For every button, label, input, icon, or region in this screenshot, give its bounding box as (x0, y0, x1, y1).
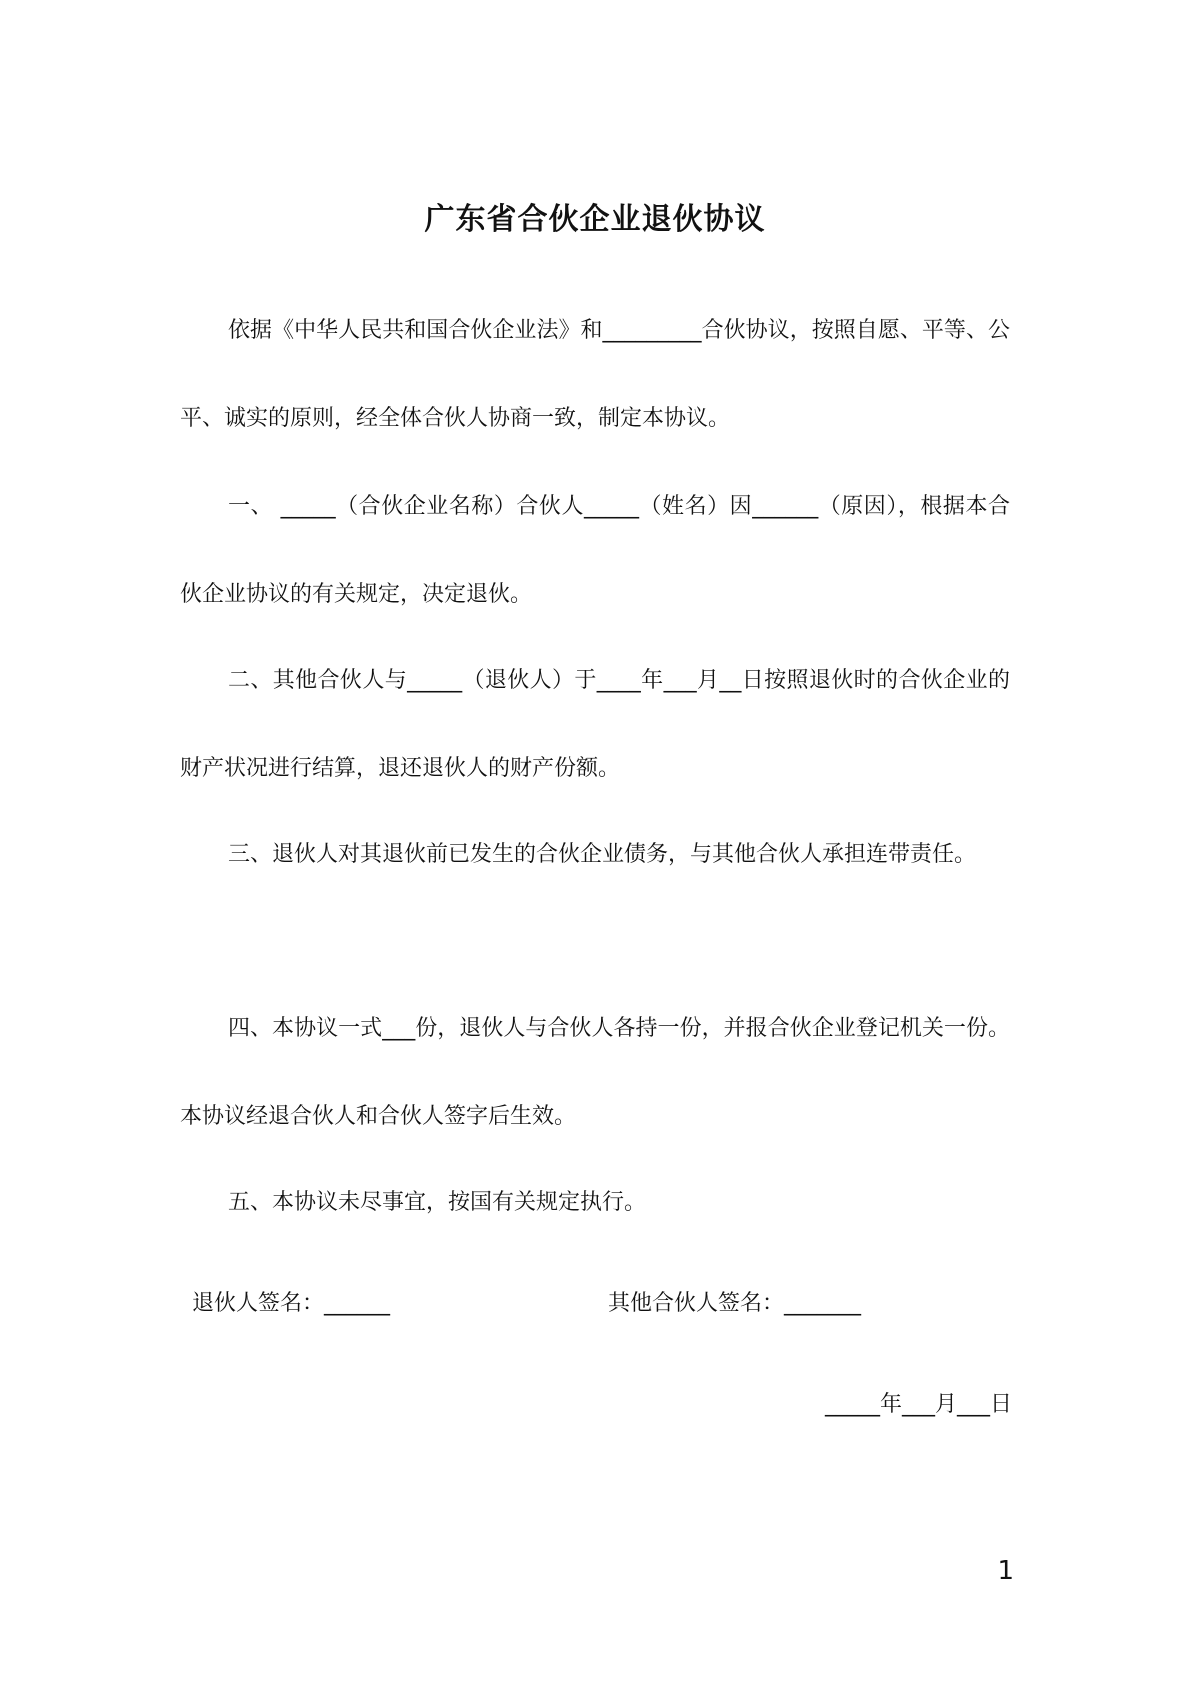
paragraph-preamble: 依据《中华人民共和国合伙企业法》和_________合伙协议，按照自愿、平等、公平、诚实的原则，经全体合伙人协商一致，制定本协议。 (180, 318, 1010, 431)
paragraph-clause-5: 五、本协议未尽事宜，按国有关规定执行。 (228, 1190, 647, 1215)
paragraph-clause-2: 二、其他合伙人与_____（退伙人）于____年___月__日按照退伙时的合伙企业的财产状况进行结算，退还退伙人的财产份额。 (180, 668, 1010, 781)
document-title: 广东省合伙企业退伙协议 (424, 202, 766, 237)
date-line: _____年___月___日 (824, 1392, 1012, 1417)
page-number: 1 (997, 1556, 1014, 1586)
other-partners-signature: 其他合伙人签名：_______ (608, 1291, 862, 1316)
withdrawing-partner-signature: 退伙人签名：______ (192, 1291, 391, 1316)
paragraph-clause-1: 一、 _____（合伙企业名称）合伙人_____（姓名）因______（原因），根据本合伙企业协议的有关规定，决定退伙。 (180, 494, 1010, 607)
paragraph-clause-3: 三、退伙人对其退伙前已发生的合伙企业债务，与其他合伙人承担连带责任。 (228, 842, 977, 867)
paragraph-clause-4: 四、本协议一式___份，退伙人与合伙人各持一份，并报合伙企业登记机关一份。本协议经退合伙人和合伙人签字后生效。 (180, 1016, 1010, 1129)
